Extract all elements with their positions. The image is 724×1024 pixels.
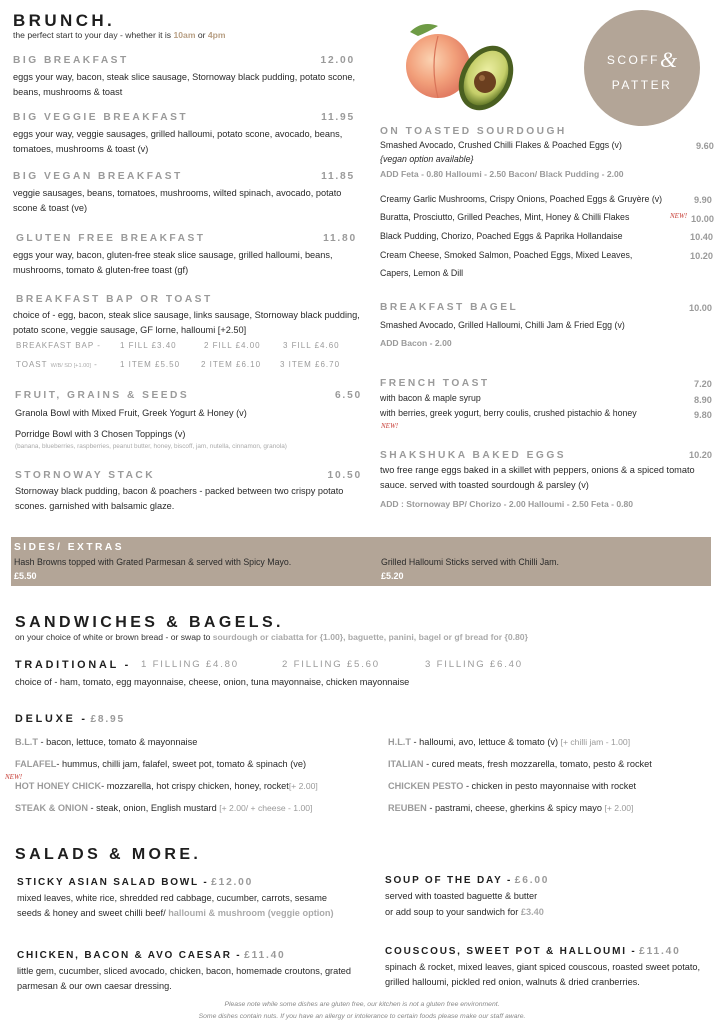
deluxe-name: STEAK & ONION [15, 803, 88, 813]
item-desc: veggie sausages, beans, tomatoes, mushrooms, wilted spinach, avocado, potato scone & toast (ve) [13, 187, 342, 213]
deluxe-desc: - halloumi, avo, lettuce & tomato (v) [410, 737, 561, 747]
subtitle-or: or [195, 30, 208, 40]
logo-word-1: SCOFF [606, 52, 661, 67]
salad-name: CHICKEN, BACON & AVO CAESAR - [17, 950, 242, 961]
sourdough-first: Smashed Avocado, Crushed Chilli Flakes & Poached Eggs (v) [380, 140, 622, 150]
soup-name: SOUP OF THE DAY - [385, 875, 513, 886]
big-breakfast [13, 53, 363, 100]
deluxe-hlt [388, 735, 630, 750]
filling-3: 3 FILLING £6.40 [425, 659, 523, 670]
sourdough-title: ON TOASTED SOURDOUGH [380, 126, 567, 137]
item-price: 6.50 [334, 390, 362, 401]
deluxe-steak [15, 801, 312, 816]
toast-label [16, 359, 98, 371]
avocado-pit [474, 71, 496, 93]
deluxe-name: HOT HONEY CHICK [15, 781, 102, 791]
scoff-patter-logo [584, 10, 700, 126]
item-name: FRUIT, GRAINS & SEEDS [15, 390, 190, 401]
item-price: 11.80 [323, 233, 357, 244]
french-price-2: 8.90 [694, 395, 712, 405]
bagel-title: BREAKFAST BAGEL [380, 302, 519, 313]
sourdough-item-4: Cream Cheese, Smoked Salmon, Poached Eggs, Mixed Leaves, [380, 250, 633, 260]
item-desc: eggs your way, bacon, gluten-free steak slice sausage, grilled halloumi, beans, mushrooms, tomato & gluten-free toast (gf) [13, 249, 333, 275]
bap-fill-label: BREAKFAST BAP - [16, 341, 101, 350]
sourdough-price-4: 10.20 [690, 251, 713, 261]
leaf-shape [410, 24, 438, 36]
salads-title: SALADS & MORE. [15, 846, 202, 863]
bap-fill-3: 3 FILL £4.60 [283, 341, 340, 350]
toast-note: W/B/ SD [+1.00] [50, 363, 91, 369]
fruit-line-2: Porridge Bowl with 3 Chosen Toppings (v) [15, 428, 186, 439]
fruit-toppings: (banana, blueberries, raspberries, peanut butter, honey, biscoff, jam, nutella, cinnamon, granola) [15, 443, 287, 451]
time-open: 10am [173, 30, 196, 40]
brunch-title: BRUNCH. [13, 11, 116, 30]
vegan-option: {vegan option available} [380, 154, 474, 164]
item-desc: eggs your way, veggie sausages, grilled halloumi, potato scone, avocado, beans, tomatoes, mushrooms & toast (v) [13, 128, 343, 154]
salad-name: COUSCOUS, SWEET POT & HALLOUMI - [385, 946, 637, 957]
bread-options: sourdough or ciabatta for {1.00}, baguette, panini, bagel or gf bread for {0.80} [212, 632, 528, 642]
toast-text: TOAST [16, 360, 48, 369]
soup-addon-price: £3.40 [520, 907, 544, 917]
item-price: 11.95 [321, 112, 355, 123]
side-item-1: Hash Browns topped with Grated Parmesan & served with Spicy Mayo. [14, 557, 292, 567]
traditional-desc: choice of - ham, tomato, egg mayonnaise, cheese, onion, tuna mayonnaise, chicken mayonnaise [15, 677, 410, 687]
sourdough-item-4-cont: Capers, Lemon & Dill [380, 268, 464, 278]
subtitle-text: on your choice of white or brown bread - or swap to [15, 632, 213, 642]
french-line-2: with berries, greek yogurt, berry coulis, crushed pistachio & honey [380, 408, 637, 418]
new-tag: NEW! [5, 773, 23, 781]
sides-title: SIDES/ EXTRAS [14, 542, 125, 553]
item-price: 11.85 [321, 171, 355, 182]
stornoway-stack [13, 468, 363, 514]
deluxe-desc: - cured meats, fresh mozzarella, tomato, pesto & rocket [423, 759, 652, 769]
deluxe-extra: [+ chilli jam - 1.00] [560, 737, 631, 747]
soup-line-1: served with toasted baguette & butter [385, 891, 538, 901]
deluxe-name: CHICKEN PESTO [388, 781, 464, 791]
salad-price: £11.40 [244, 950, 286, 961]
big-vegan-breakfast [13, 169, 363, 216]
filling-1: 1 FILLING £4.80 [141, 659, 239, 670]
gluten-free-breakfast [13, 231, 363, 278]
shakshuka-desc: two free range eggs baked in a skillet with peppers, onions & a spiced tomato sauce. served with toasted sourdough & parsley (v) [380, 465, 695, 491]
side-item-2: Grilled Halloumi Sticks served with Chilli Jam. [381, 557, 559, 567]
item-name: BREAKFAST BAP OR TOAST [16, 294, 213, 305]
shakshuka-add: ADD : Stornoway BP/ Chorizo - 2.00 Halloumi - 2.50 Feta - 0.80 [380, 499, 634, 509]
deluxe-desc: - chicken in pesto mayonnaise with rocket [463, 781, 636, 791]
filling-2: 2 FILLING £5.60 [282, 659, 380, 670]
deluxe-desc: - mozzarella, hot crispy chicken, honey, rocket [101, 781, 289, 791]
salad-price: £12.00 [211, 877, 254, 888]
deluxe-extra: [+ 2.00] [604, 803, 634, 813]
item-desc: eggs your way, bacon, steak slice sausage, Stornoway black pudding, potato scone, beans, mushrooms & toast [13, 71, 356, 97]
caesar-header [17, 948, 286, 964]
pit-highlight [479, 75, 485, 81]
couscous-header [385, 944, 681, 960]
french-toast-title: FRENCH TOAST [380, 378, 490, 389]
sandwiches-subtitle [15, 631, 528, 644]
french-price-3: 9.80 [694, 410, 712, 420]
new-tag: NEW! [670, 212, 688, 220]
sourdough-item-2: Buratta, Prosciutto, Grilled Peaches, Mint, Honey & Chilli Flakes [380, 212, 630, 222]
item-desc: choice of - egg, bacon, steak slice sausage, links sausage, Stornoway black pudding, potato scone, veggie sausage, GF lorne, halloumi [+2.50] [13, 309, 360, 335]
deluxe-name: FALAFEL [15, 759, 57, 769]
item-price: 10.50 [327, 470, 362, 481]
item-name: GLUTEN FREE BREAKFAST [16, 233, 206, 244]
deluxe-desc: - bacon, lettuce, tomato & mayonnaise [37, 737, 198, 747]
sourdough-first-price: 9.60 [696, 141, 714, 151]
french-price-1: 7.20 [694, 379, 712, 389]
logo-line-1 [607, 43, 677, 76]
toast-dash: - [94, 360, 98, 369]
breakfast-bap [13, 292, 363, 338]
toast-item-3: 3 ITEM £6.70 [280, 360, 341, 369]
item-name: STORNOWAY STACK [15, 470, 156, 481]
item-desc: Stornoway black pudding, bacon & poachers - packed between two crispy potato scones. garnished with balsamic glaze. [15, 485, 344, 511]
deluxe-header [15, 711, 125, 728]
french-line-1: with bacon & maple syrup [380, 393, 481, 403]
sourdough-item-1: Creamy Garlic Mushrooms, Crispy Onions, Poached Eggs & Gruyère (v) [380, 194, 663, 204]
subtitle-text: the perfect start to your day - whether it is [13, 30, 174, 40]
time-close: 4pm [207, 30, 226, 40]
deluxe-name: ITALIAN [388, 759, 424, 769]
salad-name: STICKY ASIAN SALAD BOWL - [17, 877, 209, 888]
shakshuka-price: 10.20 [689, 450, 712, 460]
sourdough-item-3: Black Pudding, Chorizo, Poached Eggs & Paprika Hollandaise [380, 231, 623, 241]
bagel-price: 10.00 [689, 303, 712, 313]
item-name: BIG BREAKFAST [13, 55, 129, 66]
footer-gluten-note: Please note while some dishes are gluten free, our kitchen is not a gluten free environment. [224, 1001, 500, 1008]
salad-price: £11.40 [639, 946, 681, 957]
deluxe-name: B.L.T [15, 737, 38, 747]
deluxe-falafel [15, 757, 306, 772]
sourdough-price-2: 10.00 [691, 214, 714, 224]
deluxe-desc: - pastrami, cheese, gherkins & spicy mayo [426, 803, 605, 813]
soup-line-2-text: or add soup to your sandwich for [385, 907, 521, 917]
deluxe-desc: - hummus, chilli jam, falafel, sweet pot, tomato & spinach (ve) [56, 759, 307, 769]
logo-line-2: PATTER [611, 77, 673, 92]
sandwiches-title: SANDWICHES & BAGELS. [15, 614, 284, 631]
deluxe-label: DELUXE - [15, 713, 88, 725]
fruit-grains-seeds [13, 388, 363, 452]
deluxe-name: REUBEN [388, 803, 427, 813]
salad-desc: mixed leaves, white rice, shredded red cabbage, cucumber, carrots, sesame seeds & honey and sweet chilli beef/ [17, 893, 327, 919]
deluxe-price: £8.95 [90, 714, 125, 725]
big-veggie-breakfast [13, 110, 363, 157]
sticky-asian-desc [17, 891, 347, 921]
toast-item-1: 1 ITEM £5.50 [120, 360, 181, 369]
bap-fill-1: 1 FILL £3.40 [120, 341, 177, 350]
deluxe-name: H.L.T [388, 737, 411, 747]
item-name: BIG VEGGIE BREAKFAST [13, 112, 189, 123]
fruit-line-1: Granola Bowl with Mixed Fruit, Greek Yogurt & Honey (v) [15, 407, 247, 418]
deluxe-hot-honey [15, 779, 318, 794]
footer-allergy-note: Some dishes contain nuts. If you have an allergy or intolerance to certain foods please make our staff aware. [198, 1013, 526, 1020]
sourdough-price-1: 9.90 [694, 195, 712, 205]
veggie-option: (veggie option) [267, 908, 334, 919]
sourdough-add: ADD Feta - 0.80 Halloumi - 2.50 Bacon/ Black Pudding - 2.00 [380, 169, 624, 179]
item-name: BIG VEGAN BREAKFAST [13, 171, 183, 182]
caesar-desc: little gem, cucumber, sliced avocado, chicken, bacon, homemade croutons, grated parmesan & our own caesar dressing. [17, 966, 351, 992]
bagel-desc: Smashed Avocado, Grilled Halloumi, Chilli Jam & Fried Egg (v) [380, 320, 625, 330]
new-tag: NEW! [381, 422, 399, 430]
side-price-2: £5.20 [381, 571, 404, 581]
brunch-subtitle [13, 29, 226, 42]
traditional-label: TRADITIONAL - [15, 659, 131, 671]
sticky-asian-header [17, 875, 253, 891]
deluxe-italian [388, 757, 652, 772]
toast-item-2: 2 ITEM £6.10 [201, 360, 262, 369]
bagel-add: ADD Bacon - 2.00 [380, 338, 452, 348]
deluxe-extra: [+ 2.00/ + cheese - 1.00] [219, 803, 313, 813]
couscous-desc: spinach & rocket, mixed leaves, giant spiced couscous, roasted sweet potato, grilled halloumi, pickled red onion, walnuts & dried cranberries. [385, 962, 701, 988]
logo-amp: & [660, 46, 678, 72]
sourdough-price-3: 10.40 [690, 232, 713, 242]
item-price: 12.00 [320, 55, 355, 66]
soup-header [385, 873, 549, 889]
deluxe-desc: - steak, onion, English mustard [88, 803, 220, 813]
deluxe-chicken-pesto [388, 779, 636, 794]
side-price-1: £5.50 [14, 571, 37, 581]
bap-fill-2: 2 FILL £4.00 [204, 341, 261, 350]
deluxe-extra: [+ 2.00] [288, 781, 318, 791]
peach-avocado-illustration [388, 18, 516, 114]
soup-price: £6.00 [514, 875, 550, 886]
deluxe-blt [15, 735, 197, 750]
shakshuka-title: SHAKSHUKA BAKED EGGS [380, 450, 567, 461]
salad-option: halloumi & mushroom [168, 908, 266, 919]
soup-line-2 [385, 905, 544, 920]
deluxe-reuben [388, 801, 633, 816]
